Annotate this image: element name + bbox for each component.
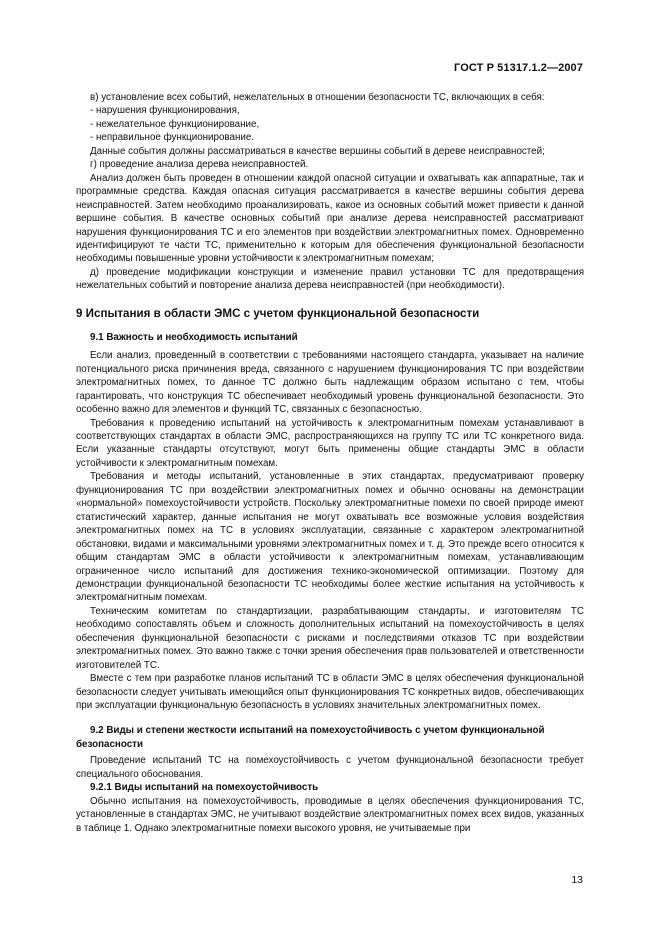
document-code: ГОСТ Р 51317.1.2—2007 bbox=[454, 62, 583, 74]
item-g: г) проведение анализа дерева неисправностей. bbox=[90, 159, 309, 171]
section-9-2-1-heading: 9.2.1 Виды испытаний на помехоустойчивость bbox=[90, 782, 319, 794]
section-9-2-1-paragraph: Обычно испытания на помехоустойчивость, проводимые в целях обеспечения функционирования ТС, установленные в стандартах ЭМС, не учитывают воздействие электромагнитных помех всех видов, указанных в таблице 1. Однако электромагнитные помехи высокого уровня, не учитываемые при bbox=[76, 795, 584, 834]
list-v-item: - нарушения функционирования, bbox=[90, 105, 240, 117]
section-9-2-heading: 9.2 Виды и степени жесткости испытаний на помехоустойчивость с учетом функциональной безопасности bbox=[76, 725, 545, 750]
page-number: 13 bbox=[571, 874, 583, 886]
paragraph-analysis: Анализ должен быть проведен в отношении каждой опасной ситуации и охватывать как аппаратные, так и программные средства. Каждая опасная ситуация рассматривается в качестве вершины события дерева неисправностей. Затем необходимо проанализировать, какое из основных событий может привести к данной вершине события. В качестве основных событий при анализе дерева неисправностей рассматривают нарушения функционирования ТС и его элементов при воздействии электромагнитных помех. Одновременно идентифицируют те части ТС, применительно к которым для обеспечения функциональной безопасности необходимы повышенные уровни устойчивости к электромагнитным помехам; bbox=[76, 172, 584, 265]
section-9-1-paragraph: Требования и методы испытаний, установленные в этих стандартах, предусматривают проверку функционирования ТС при воздействии электромагнитных помех и обычно основаны на демонстрации «нормальной» помехоустойчивости устройств. Поскольку электромагнитные помехи по своей природе имеют статистический характер, данные испытания не могут охватывать все возможные условия воздействия электромагнитных помех на ТС в условиях эксплуатации, связанные с характером электромагнитной обстановки, видами и максимальными уровнями электромагнитных помех и т. д. Это прежде всего относится к общим стандартам ЭМС в области устойчивости к электромагнитным помехам, устанавливающим ограниченное число испытаний для достижения технико-экономической оптимизации. Поэтому для демонстрации функциональной безопасности ТС необходимы более жесткие испытания на устойчивость к электромагнитным помехам. bbox=[76, 471, 584, 604]
section-9-2-paragraph: Проведение испытаний ТС на помехоустойчивость с учетом функциональной безопасности требует специального обоснования. bbox=[76, 755, 584, 780]
section-9-1-paragraph: Требования к проведению испытаний на устойчивость к электромагнитным помехам устанавливают в соответствующих стандартах в области ЭМС, распространяющихся на группу ТС или ТС конкретного вида. Если указанные стандарты отсутствуют, могут быть применены общие стандарты ЭМС в области устойчивости к электромагнитным помехам. bbox=[76, 417, 584, 469]
section-9-1-paragraph: Вместе с тем при разработке планов испытаний ТС в области ЭМС в целях обеспечения функциональной безопасности следует учитывать имеющийся опыт функционирования ТС конкретных видов, обеспечивающих при эксплуатации функциональную безопасность в условиях значительных электромагнитных помех. bbox=[76, 673, 584, 712]
list-v-item: - неправильное функционирование. bbox=[90, 132, 255, 144]
list-v-intro: в) установление всех событий, нежелательных в отношении безопасности ТС, включающих в себя: bbox=[90, 92, 545, 103]
section-9-1-paragraph: Если анализ, проведенный в соответствии с требованиями настоящего стандарта, указывает на наличие потенциального риска причинения вреда, связанного с нарушением функционирования ТС при воздействии электромагнитных помех, то данное ТС должно быть надлежащим образом испытано с тем, чтобы гарантировать, что конструкция ТС обеспечивает необходимый уровень функциональной безопасности. Это особенно важно для элементов и функций ТС, связанных с безопасностью. bbox=[76, 350, 584, 416]
list-v-item: - нежелательное функционирование, bbox=[90, 118, 260, 130]
section-9-1-paragraph: Техническим комитетам по стандартизации, разрабатывающим стандарты, и изготовителям ТС необходимо сопоставлять объем и сложность дополнительных испытаний на помехоустойчивость в целях обеспечения функциональной безопасности с рисками и последствиями отказов ТС при воздействии электромагнитных помех. Это важно также с точки зрения обеспечения прав пользователей и ответственности изготовителей ТС. bbox=[76, 605, 584, 671]
list-v-note: Данные события должны рассматриваться в качестве вершины событий в дереве неисправностей; bbox=[90, 145, 545, 157]
section-9-1-heading: 9.1 Важность и необходимость испытаний bbox=[90, 331, 298, 343]
section-9-heading: 9 Испытания в области ЭМС с учетом функциональной безопасности bbox=[76, 306, 480, 320]
item-d: д) проведение модификации конструкции и изменение правил установки ТС для предотвращения нежелательных событий и повторение анализа дерева неисправностей (при необходимости). bbox=[76, 266, 584, 292]
page-content bbox=[76, 91, 584, 835]
